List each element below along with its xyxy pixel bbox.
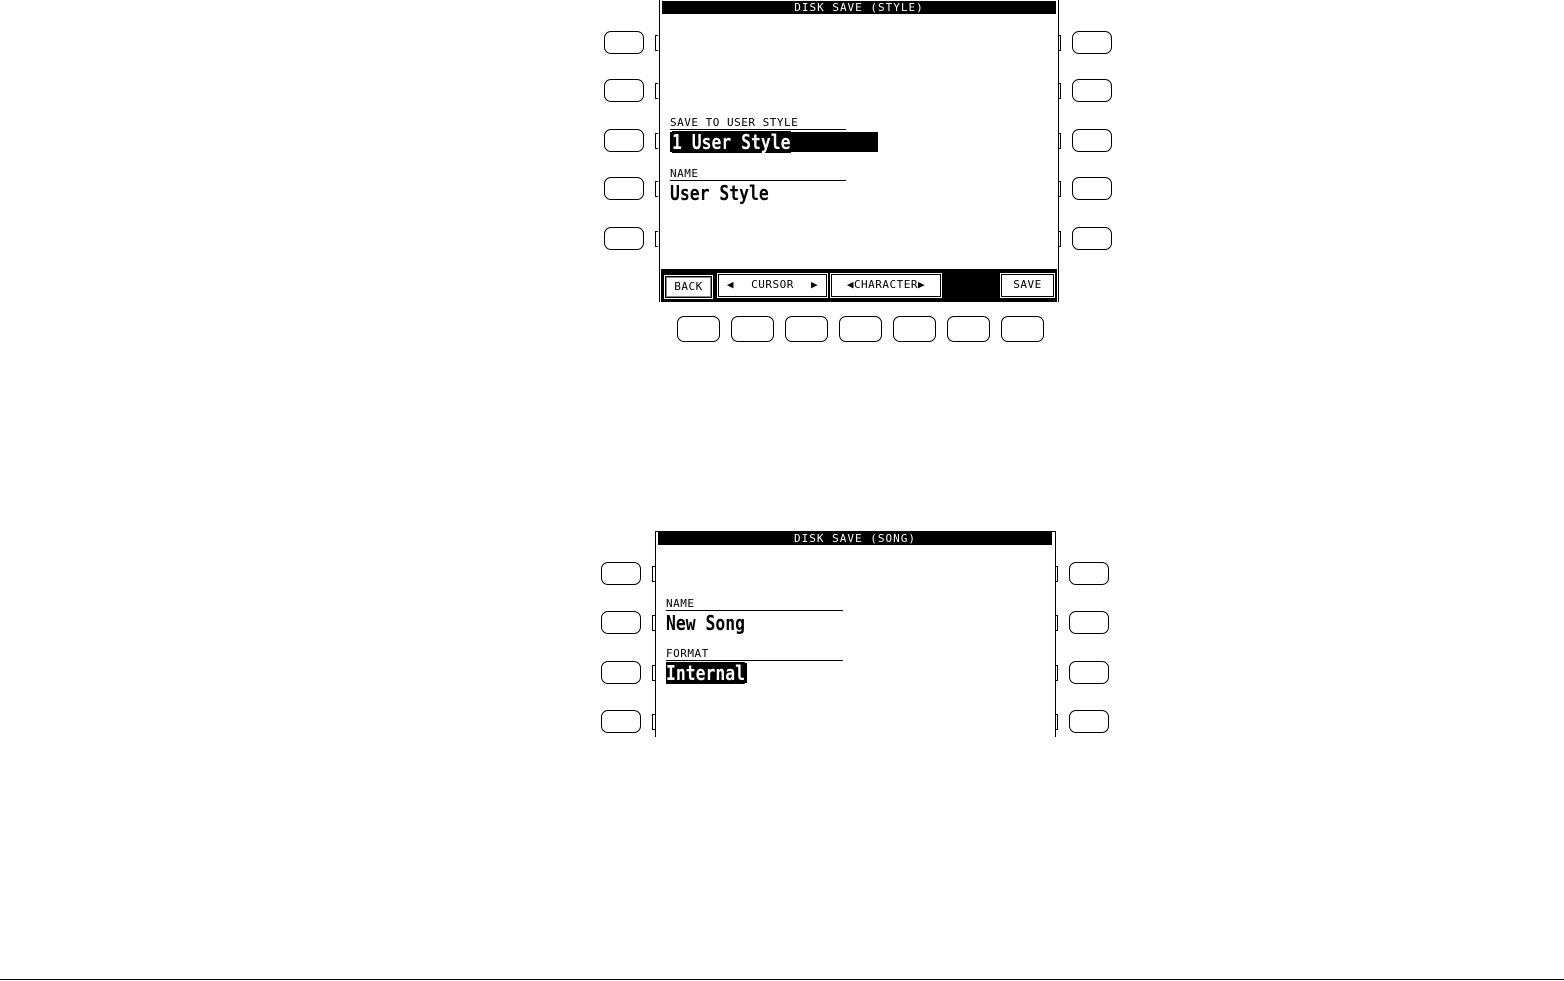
bottom-button-6[interactable]: [947, 316, 990, 342]
name-label: NAME: [670, 168, 846, 181]
song-right-button-1[interactable]: [1069, 562, 1109, 585]
bottom-button-3[interactable]: [785, 316, 828, 342]
song-right-button-3[interactable]: [1069, 661, 1109, 684]
bottom-button-1[interactable]: [677, 316, 720, 342]
back-softkey[interactable]: BACK: [665, 276, 712, 298]
left-button-1[interactable]: [604, 31, 644, 54]
name-value[interactable]: User Style: [670, 181, 769, 205]
character-right-icon: ▶: [918, 278, 926, 291]
song-screen-title: DISK SAVE (SONG): [658, 532, 1052, 545]
song-left-button-1[interactable]: [601, 562, 641, 585]
left-bracket-3: [655, 133, 658, 149]
left-button-5[interactable]: [604, 227, 644, 250]
bottom-button-4[interactable]: [839, 316, 882, 342]
song-right-button-2[interactable]: [1069, 611, 1109, 634]
left-bracket-2: [655, 83, 658, 99]
save-to-label: SAVE TO USER STYLE: [670, 117, 846, 130]
format-value: Internal: [666, 661, 745, 685]
save-softkey[interactable]: SAVE: [1001, 274, 1054, 297]
bottom-button-5[interactable]: [893, 316, 936, 342]
song-right-button-4[interactable]: [1069, 710, 1109, 733]
song-left-button-3[interactable]: [601, 661, 641, 684]
right-button-5[interactable]: [1072, 227, 1112, 250]
right-button-1[interactable]: [1072, 31, 1112, 54]
left-button-3[interactable]: [604, 129, 644, 152]
left-bracket-4: [655, 181, 658, 197]
song-name-value[interactable]: New Song: [666, 611, 745, 635]
right-button-4[interactable]: [1072, 177, 1112, 200]
song-name-label: NAME: [666, 598, 843, 611]
left-button-2[interactable]: [604, 79, 644, 102]
style-screen-title: DISK SAVE (STYLE): [662, 1, 1056, 14]
bottom-button-2[interactable]: [731, 316, 774, 342]
cursor-left-icon: ◀: [726, 278, 734, 291]
character-softkey[interactable]: [831, 274, 941, 297]
cursor-softkey[interactable]: [718, 274, 827, 297]
character-label: CHARACTER: [853, 278, 919, 291]
cursor-right-icon: ▶: [811, 278, 819, 291]
left-bracket-5: [655, 231, 658, 247]
right-button-2[interactable]: [1072, 79, 1112, 102]
song-left-button-2[interactable]: [601, 611, 641, 634]
left-bracket-1: [655, 35, 658, 51]
format-label: FORMAT: [666, 648, 843, 661]
song-left-button-4[interactable]: [601, 710, 641, 733]
right-button-3[interactable]: [1072, 129, 1112, 152]
page-bottom-rule: [0, 979, 1564, 980]
character-left-icon: ◀: [846, 278, 854, 291]
bottom-button-7[interactable]: [1001, 316, 1044, 342]
cursor-label: CURSOR: [751, 278, 794, 291]
left-button-4[interactable]: [604, 177, 644, 200]
save-to-value: 1 User Style: [672, 130, 791, 154]
